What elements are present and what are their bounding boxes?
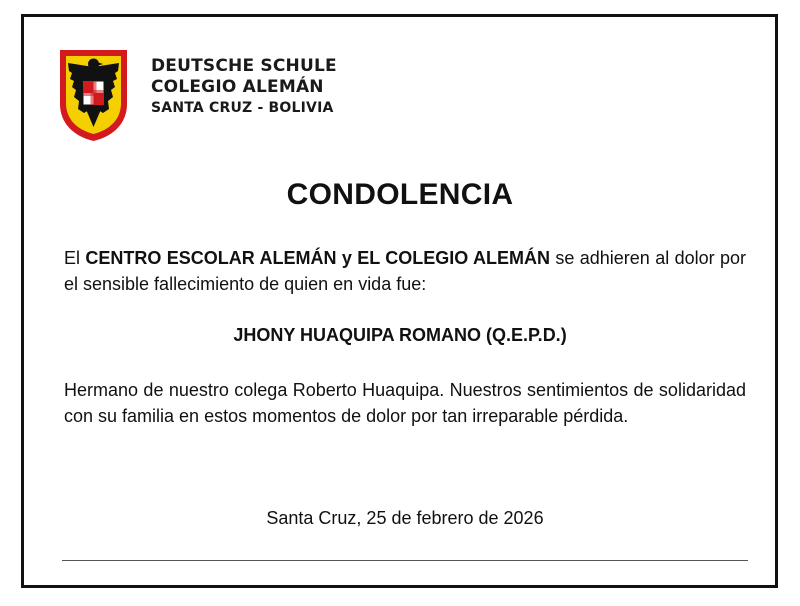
intro-suffix: se adhieren al dolor por el sensible fallecimiento de quien en vida fue: (64, 248, 746, 294)
divider-line (62, 560, 748, 561)
institutions-names: CENTRO ESCOLAR ALEMÁN y EL COLEGIO ALEMÁN (85, 248, 550, 268)
notice-title: CONDOLENCIA (286, 178, 514, 211)
intro-prefix: El (64, 248, 86, 268)
intro-paragraph (64, 245, 746, 297)
school-name-line-1: DEUTSCHE SCHULE (151, 56, 337, 76)
notice-frame (21, 14, 778, 588)
school-name-line-2: COLEGIO ALEMÁN (151, 77, 324, 97)
place-and-date: Santa Cruz, 25 de febrero de 2026 (266, 508, 544, 528)
message-paragraph: Hermano de nuestro colega Roberto Huaquipa. Nuestros sentimientos de solidaridad con su familia en estos momentos de dolor por tan irreparable pérdida. (64, 380, 746, 426)
school-crest-logo (59, 49, 128, 142)
school-name-block (151, 56, 337, 119)
deceased-name: JHONY HUAQUIPA ROMANO (Q.E.P.D.) (233, 325, 567, 345)
school-location: SANTA CRUZ - BOLIVIA (151, 100, 334, 116)
